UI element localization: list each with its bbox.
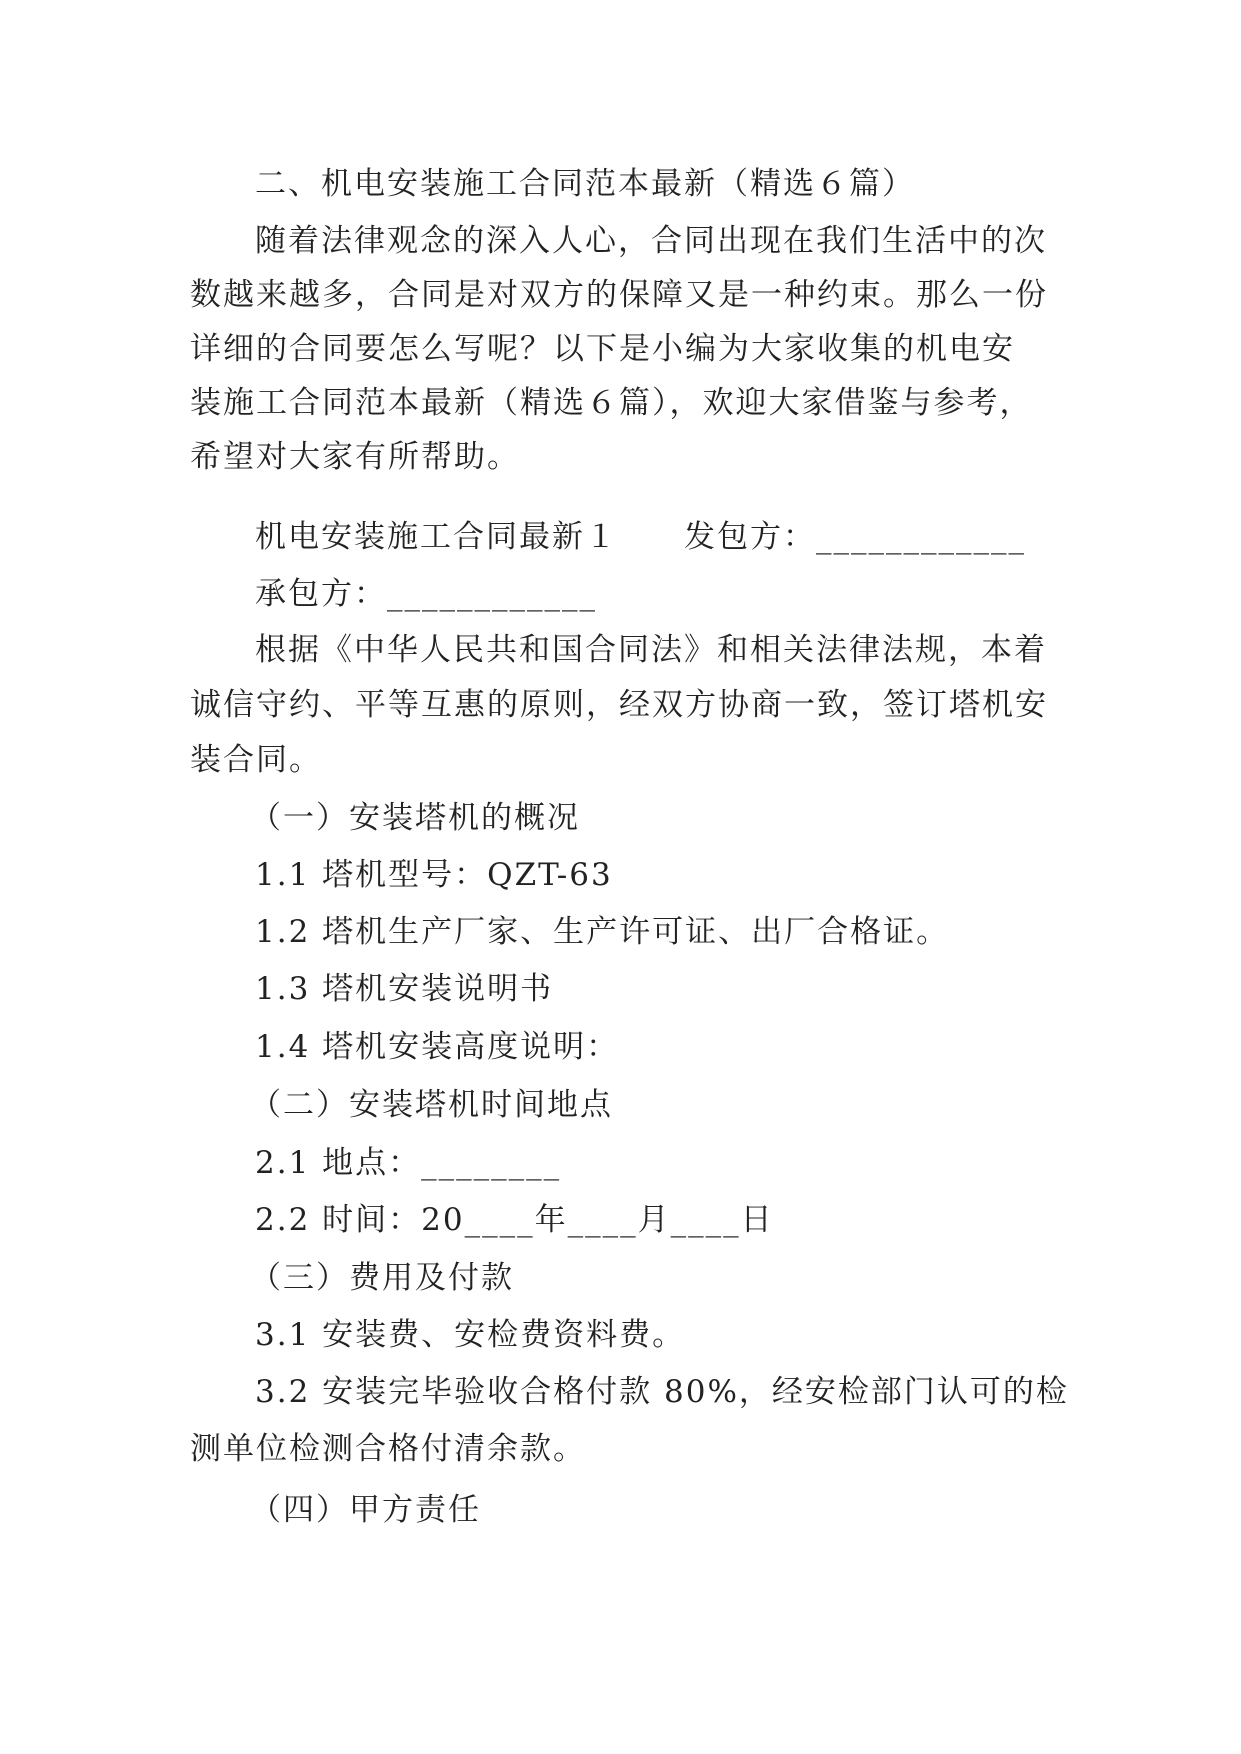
contract-title-line: 机电安装施工合同最新１ 发包方：____________ [255, 519, 1026, 555]
section-1-item-3: 1.3 塔机安装说明书 [255, 971, 554, 1007]
section-1-item-4: 1.4 塔机安装高度说明： [255, 1029, 620, 1065]
intro-line-4: 装施工合同范本最新（精选６篇），欢迎大家借鉴与参考， [190, 385, 1033, 421]
preamble-line-2: 诚信守约、平等互惠的原则，经双方协商一致，签订塔机安 [190, 687, 1048, 723]
intro-line-1: 随着法律观念的深入人心，合同出现在我们生活中的次 [255, 223, 1047, 259]
section-4-title: （四）甲方责任 [250, 1492, 481, 1528]
contractor-line: 承包方：____________ [255, 576, 597, 612]
section-2-title: （二）安装塔机时间地点 [250, 1087, 613, 1123]
document-heading: 二、机电安装施工合同范本最新（精选６篇） [255, 166, 915, 202]
section-1-item-1: 1.1 塔机型号：QZT-63 [255, 857, 613, 893]
section-2-item-2: 2.2 时间：20____年____月____日 [255, 1202, 774, 1238]
intro-line-5: 希望对大家有所帮助。 [190, 439, 520, 475]
section-2-item-1: 2.1 地点：________ [255, 1145, 562, 1181]
intro-line-2: 数越来越多，合同是对双方的保障又是一种约束。那么一份 [190, 277, 1048, 313]
section-3-item-3: 测单位检测合格付清余款。 [190, 1431, 586, 1467]
preamble-line-1: 根据《中华人民共和国合同法》和相关法律法规，本着 [255, 632, 1047, 668]
section-1-title: （一）安装塔机的概况 [250, 800, 580, 836]
preamble-line-3: 装合同。 [190, 742, 322, 778]
section-3-item-2: 3.2 安装完毕验收合格付款 80%，经安检部门认可的检 [255, 1374, 1069, 1410]
section-3-item-1: 3.1 安装费、安检费资料费。 [255, 1317, 686, 1353]
section-3-title: （三）费用及付款 [250, 1260, 514, 1296]
intro-line-3: 详细的合同要怎么写呢？以下是小编为大家收集的机电安 [190, 331, 1015, 367]
section-1-item-2: 1.2 塔机生产厂家、生产许可证、出厂合格证。 [255, 914, 950, 950]
